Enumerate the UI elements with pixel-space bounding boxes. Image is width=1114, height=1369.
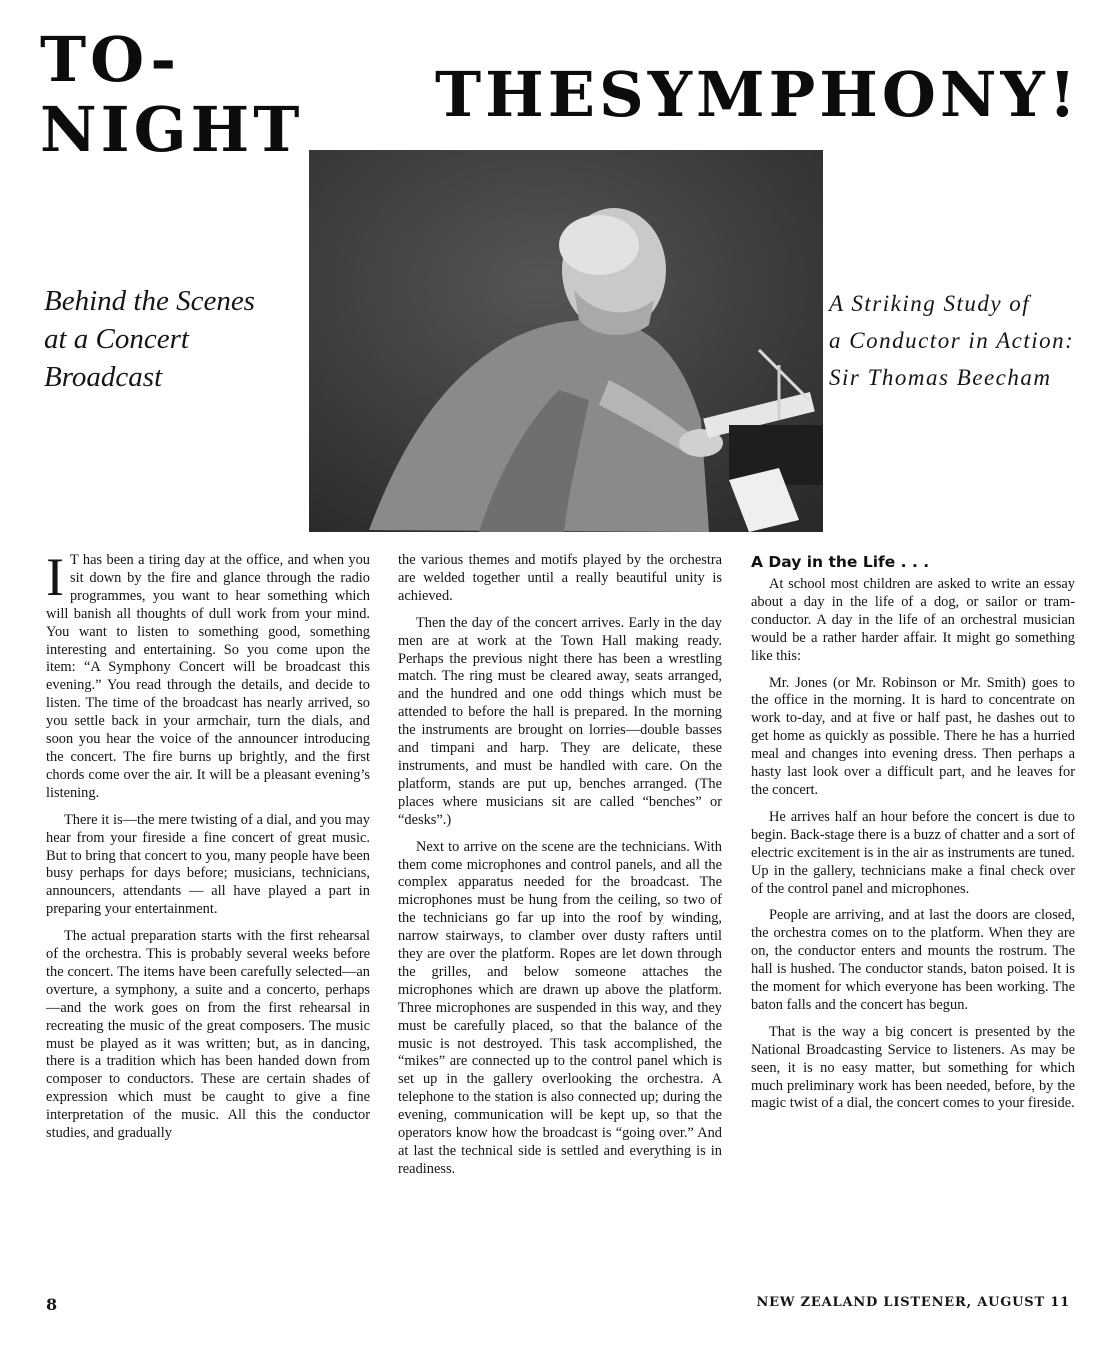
- deck-left: [44, 282, 294, 396]
- paragraph: That is the way a big concert is presented by the National Broadcasting Service to listeners. As may be seen, it is no easy matter, but something for which much preliminary work has been needed, before, by the magic twist of a dial, the concert comes to your fireside.: [751, 1023, 1075, 1112]
- paragraph: He arrives half an hour before the concert is due to begin. Back-stage there is a buzz of chatter and a sort of electric excitement is in the air as instruments are tuned. Up in the gallery, technicians make a final check over of the control panel and microphones.: [751, 808, 1075, 897]
- deck-left-line: at a Concert: [44, 323, 189, 355]
- paragraph: Next to arrive on the scene are the technicians. With them come microphones and control panels, and all the complex apparatus needed for the broadcast. The microphones must be hung from the ceiling, so two of the technicians go far up into the roof by winding, narrow stairways, to clamber over dusty rafters until they are over the platform. Ropes are let down through the grilles, and below someone attaches the microphones which are drawn up above the platform. Three microphones are suspended in this way, and they must be carefully placed, so that the balance of the music is not destroyed. This task accomplished, the “mikes” are connected up to the control panel which is set up in the gallery overlooking the orchestra. A telephone to the station is also connected up; during the evening, communication will be kept up, so that the operators know how the broadcast is “going over.” And at last the technical side is settled and everything is in readiness.: [398, 838, 722, 1177]
- deck-right: [829, 285, 1079, 396]
- deck-right-line: Sir Thomas Beecham: [829, 365, 1052, 390]
- section-subhead: A Day in the Life . . .: [751, 553, 930, 571]
- article-column-3: [751, 552, 1075, 1122]
- deck-right-line: A Striking Study of: [829, 291, 1031, 316]
- deck-right-line: a Conductor in Action:: [829, 328, 1075, 353]
- page-number: 8: [46, 1295, 58, 1314]
- headline-word: SYMPHONY!: [598, 58, 1080, 131]
- paragraph: The actual preparation starts with the first rehearsal of the orchestra. This is probably several weeks before the concert. The items have been carefully selected—an overture, a symphony, a suite and a concerto, perhaps —and the work goes on from the first rehearsal in recreating the music of the great composers. The music must be played as it was written; but, as in dancing, there is a tradition which has been handed down from composer to conductors. These are certain shades of expression which must be caught to give a fine interpretation of the music. All this the conductor studies, and gradually: [46, 928, 370, 1142]
- conductor-photo: [309, 150, 823, 532]
- paragraph: Then the day of the concert arrives. Early in the day men are at work at the Town Hall making ready. Perhaps the previous night there has been a wrestling match. The ring must be cleared away, seats arranged, and the hundred and one odd things which must be attended to before the hall is prepared. In the morning the instruments are brought on lorries—double basses and timpani and harp. They are delicate, these instruments, and must be handled with care. On the platform, stands are put up, benches arranged. (The places where musicians sit are called “benches” or “desks”.): [398, 614, 722, 828]
- paragraph: People are arriving, and at last the doors are closed, the orchestra comes on to the platform. When they are on, the conductor enters and mounts the rostrum. The hall is hushed. The conductor stands, baton poised. It is the moment for which everyone has been working. The baton falls and the concert has begun.: [751, 907, 1075, 1013]
- article-column-2: [398, 552, 722, 1188]
- deck-left-line: Behind the Scenes: [44, 285, 255, 317]
- paragraph: Mr. Jones (or Mr. Robinson or Mr. Smith) goes to the office in the morning. It is hard to concentrate on work to-day, and at five or half past, he dashes out to get home as quickly as possible. There he has a hurried meal and changes into evening dress. Then perhaps a hasty last look over a difficult part, and he leaves for the concert.: [751, 674, 1075, 798]
- headline: [40, 23, 1080, 166]
- paragraph: the various themes and motifs played by the orchestra are welded together until a really beautiful unity is achieved.: [398, 552, 722, 604]
- article-column-1: [46, 547, 370, 1152]
- headline-word: TO-NIGHT: [40, 23, 304, 166]
- paragraph: At school most children are asked to write an essay about a day in the life of a dog, or sailor or tram-conductor. A day in the life of an orchestral musician would be a rather harder affair. It might go something like this:: [751, 576, 1075, 664]
- paragraph: [46, 547, 370, 803]
- headline-word: THE: [434, 58, 599, 131]
- magazine-footer: NEW ZEALAND LISTENER, AUGUST 11: [756, 1295, 1070, 1310]
- conductor-photo-icon: [309, 150, 823, 532]
- paragraph: There it is—the mere twisting of a dial, and you may hear from your fireside a fine concert of great music. But to bring that concert to you, many people have been busy perhaps for days before; musicians, technicians, announcers, attendants — all have played a part in preparing your entertainment.: [46, 811, 370, 918]
- paragraph-text: T has been a tiring day at the office, and when you sit down by the fire and glance through the radio programmes, you want to hear something which will banish all thoughts of dull work from your mind. You want to listen to something good, something interesting and entertaining. So you come upon the item: “A Symphony Concert will be broadcast this evening.” You read through the details, and decide to listen. The time of the broadcast has nearly arrived, so you settle back in your armchair, turn the dials, and soon you hear the voice of the announcer introducing the concert. The fire burns up brightly, and the first chords come over the air. It will be a pleasant evening’s listening.: [46, 552, 370, 801]
- deck-left-line: Broadcast: [44, 361, 163, 393]
- drop-cap: I: [46, 547, 64, 607]
